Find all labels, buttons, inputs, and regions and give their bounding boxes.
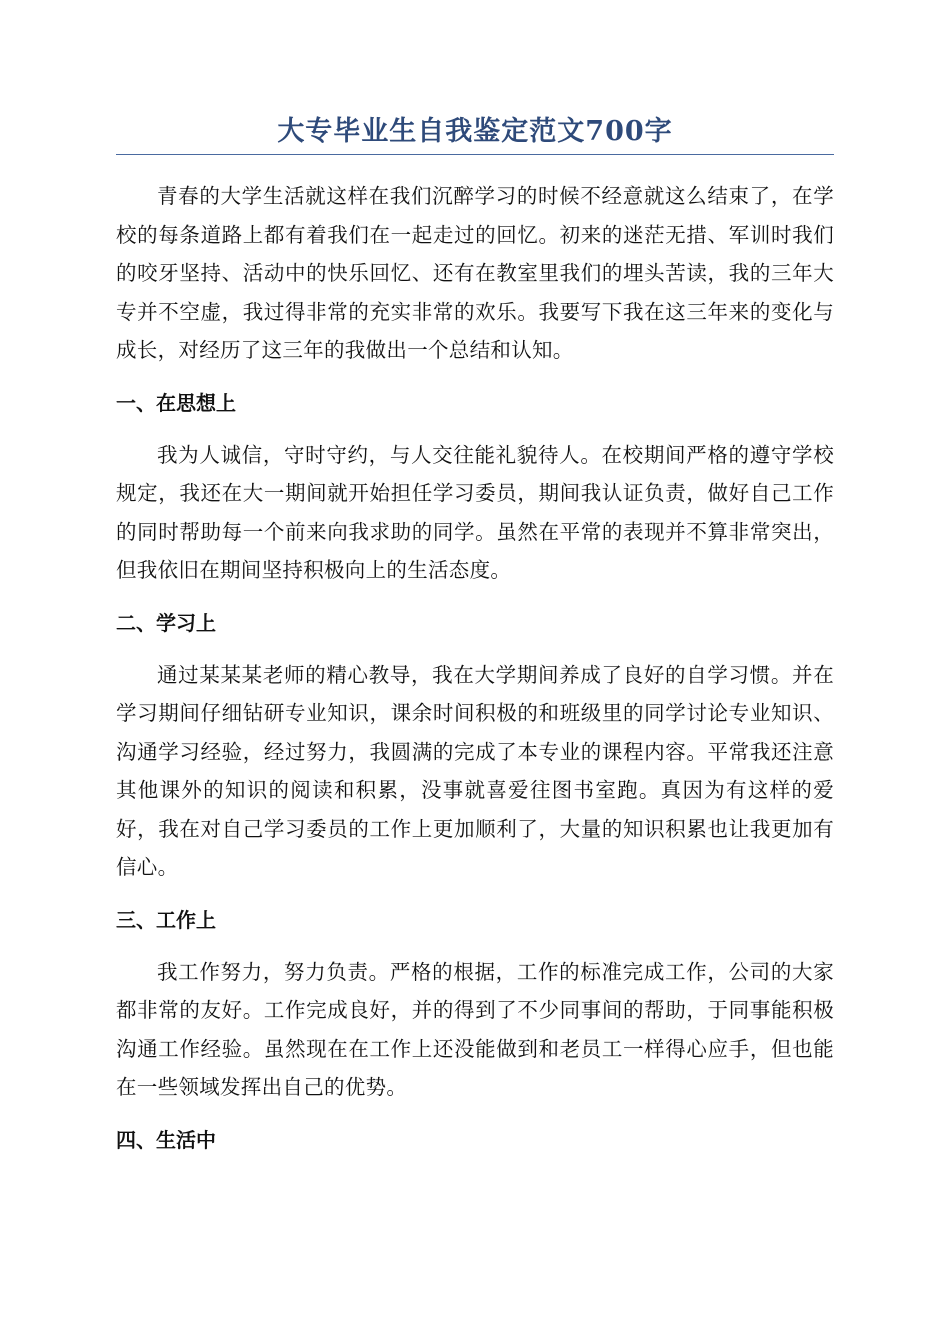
section-body-study: 通过某某某老师的精心教导，我在大学期间养成了良好的自学习惯。并在学习期间仔细钻研专业知识，课余时间积极的和班级里的同学讨论专业知识、沟通学习经验，经过努力，我圆满的完成了本专业的课程内容。平常我还注意其他课外的知识的阅读和积累，没事就喜爱往图书室跑。真因为有这样的爱好，我在对自己学习委员的工作上更加顺利了，大量的知识积累也让我更加有信心。: [116, 662, 834, 879]
section-heading-work: 三、工作上: [116, 907, 216, 932]
document-title: 大专毕业生自我鉴定范文700字: [116, 112, 834, 155]
section-heading-thought: 一、在思想上: [116, 390, 236, 415]
section-body-thought: 我为人诚信，守时守约，与人交往能礼貌待人。在校期间严格的遵守学校规定，我还在大一期间就开始担任学习委员，期间我认证负责，做好自己工作的同时帮助每一个前来向我求助的同学。虽然在平常的表现并不算非常突出，但我依旧在期间坚持积极向上的生活态度。: [116, 442, 834, 582]
section-heading-life: 四、生活中: [116, 1127, 216, 1152]
document-page: [116, 112, 834, 1173]
section-heading-study: 二、学习上: [116, 610, 216, 635]
section-body-work: 我工作努力，努力负责。严格的根据，工作的标准完成工作，公司的大家都非常的友好。工作完成良好，并的得到了不少同事间的帮助，于同事能积极沟通工作经验。虽然现在在工作上还没能做到和老员工一样得心应手，但也能在一些领域发挥出自己的优势。: [116, 959, 834, 1099]
intro-paragraph: 青春的大学生活就这样在我们沉醉学习的时候不经意就这么结束了，在学校的每条道路上都有着我们在一起走过的回忆。初来的迷茫无措、军训时我们的咬牙坚持、活动中的快乐回忆、还有在教室里我们的埋头苦读，我的三年大专并不空虚，我过得非常的充实非常的欢乐。我要写下我在这三年来的变化与成长，对经历了这三年的我做出一个总结和认知。: [116, 184, 834, 362]
